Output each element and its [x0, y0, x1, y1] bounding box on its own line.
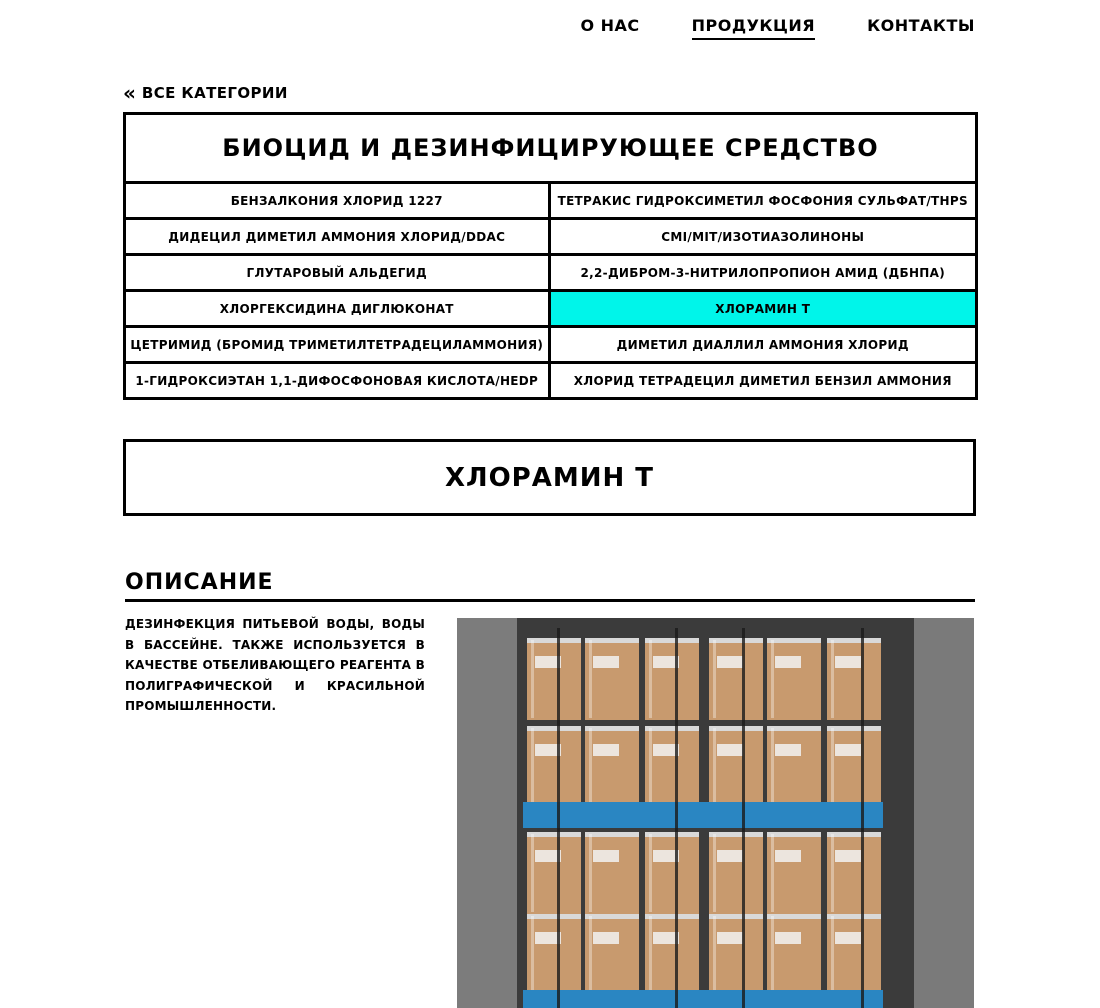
- category-item-dbnpa[interactable]: 2,2-ДИБРОМ-3-НИТРИЛОПРОПИОН АМИД (ДБНПА): [551, 253, 976, 289]
- nav-contacts[interactable]: КОНТАКТЫ: [867, 16, 975, 35]
- top-nav: [580, 16, 975, 40]
- description-heading: ОПИСАНИЕ: [125, 570, 975, 602]
- description-text: ДЕЗИНФЕКЦИЯ ПИТЬЕВОЙ ВОДЫ, ВОДЫ В БАССЕЙНЕ. ТАКЖЕ ИСПОЛЬЗУЕТСЯ В КАЧЕСТВЕ ОТБЕЛИВАЮЩЕГО РЕАГЕНТА В ПОЛИГРАФИЧЕСКОЙ И КРАСИЛЬНОЙ ПРОМЫШЛЕННОСТИ.: [125, 617, 425, 713]
- category-panel: [123, 112, 978, 400]
- double-chevron-left-icon: «: [123, 81, 136, 105]
- nav-about[interactable]: О НАС: [580, 16, 640, 35]
- category-item-dadmac[interactable]: ДИМЕТИЛ ДИАЛЛИЛ АММОНИЯ ХЛОРИД: [551, 325, 976, 361]
- category-item-chloramine-t[interactable]: ХЛОРАМИН Т: [551, 289, 976, 325]
- category-title: БИОЦИД И ДЕЗИНФИЦИРУЮЩЕЕ СРЕДСТВО: [126, 115, 975, 184]
- product-title: ХЛОРАМИН Т: [123, 439, 976, 516]
- category-item-ddac[interactable]: ДИДЕЦИЛ ДИМЕТИЛ АММОНИЯ ХЛОРИД/DDAC: [126, 217, 551, 253]
- category-item-tetradecyl-benzyl[interactable]: ХЛОРИД ТЕТРАДЕЦИЛ ДИМЕТИЛ БЕНЗИЛ АММОНИЯ: [551, 361, 976, 397]
- all-categories-link[interactable]: [123, 81, 288, 105]
- nav-products[interactable]: ПРОДУКЦИЯ: [692, 16, 815, 40]
- product-photo: [457, 618, 974, 1008]
- all-categories-label: ВСЕ КАТЕГОРИИ: [141, 84, 288, 102]
- category-grid: [126, 184, 975, 397]
- category-item-benzalkonium[interactable]: БЕНЗАЛКОНИЯ ХЛОРИД 1227: [126, 184, 551, 217]
- product-photo-image: [457, 618, 974, 1008]
- category-item-hedp[interactable]: 1-ГИДРОКСИЭТАН 1,1-ДИФОСФОНОВАЯ КИСЛОТА/HEDP: [126, 361, 551, 397]
- category-item-cmi-mit[interactable]: CMI/MIT/ИЗОТИАЗОЛИНОНЫ: [551, 217, 976, 253]
- category-item-thps[interactable]: ТЕТРАКИС ГИДРОКСИМЕТИЛ ФОСФОНИЯ СУЛЬФАТ/THPS: [557, 193, 968, 208]
- category-item-chlorhexidine[interactable]: ХЛОРГЕКСИДИНА ДИГЛЮКОНАТ: [126, 289, 551, 325]
- category-item-cetrimide[interactable]: ЦЕТРИМИД (БРОМИД ТРИМЕТИЛТЕТРАДЕЦИЛАММОНИЯ): [126, 325, 551, 361]
- category-item-glutaraldehyde[interactable]: ГЛУТАРОВЫЙ АЛЬДЕГИД: [126, 253, 551, 289]
